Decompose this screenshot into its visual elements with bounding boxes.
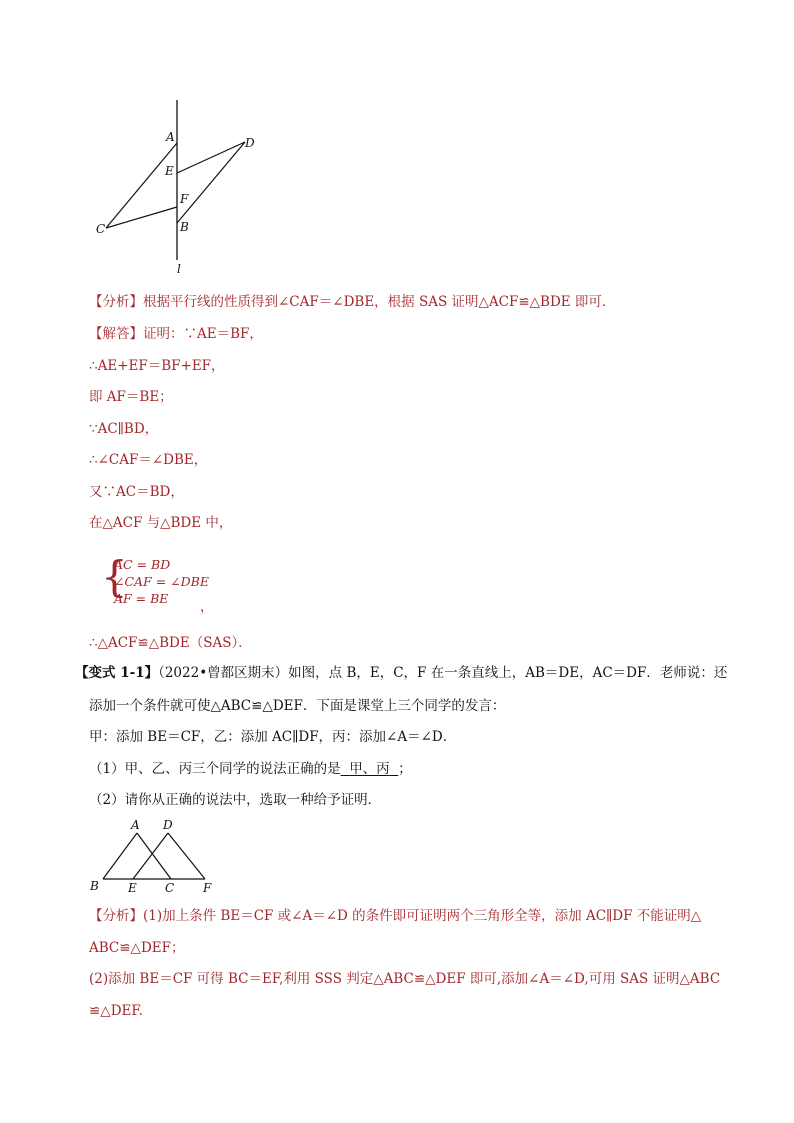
q1-prefix: （1）甲、乙、丙三个同学的说法正确的是 <box>89 761 341 777</box>
segment-DF <box>168 833 205 879</box>
solution-1-conclusion: ∴△ACF≌△BDE（SAS）． <box>89 635 252 651</box>
solution-line: 证明：∵AE＝BF， <box>143 326 263 342</box>
solution-tag: 【解答】 <box>89 326 143 342</box>
analysis-2-line-2: ABC≌△DEF； <box>89 940 185 956</box>
equation-row-3: AF = BE <box>114 591 169 606</box>
label-C: C <box>96 222 106 236</box>
analysis-2-line-3: (2)添加 BE＝CF 可得 BC＝EF,利用 SSS 判定△ABC≌△DEF 即可,添加∠A＝∠D,可用 SAS 证明△ABC <box>89 971 721 987</box>
solution-1-line-5: ∴∠CAF＝∠DBE， <box>89 452 208 468</box>
segment-DE <box>133 833 168 879</box>
variant-question-2: （2）请你从正确的说法中，选取一种给予证明． <box>89 792 382 808</box>
figure-parallel-lines <box>90 95 270 280</box>
segment-DB <box>177 142 245 223</box>
figure-triangles <box>85 812 225 897</box>
analysis-2-line-4: ≌△DEF. <box>89 1003 143 1019</box>
analysis-2-text: (1)加上条件 BE＝CF 或∠A＝∠D 的条件即可证明两个三角形全等，添加 AC∥DF 不能证明△ <box>143 908 702 924</box>
variant-question-1 <box>89 760 412 778</box>
equation-row-2: ∠CAF = ∠DBE <box>114 574 209 589</box>
analysis-1 <box>89 293 615 311</box>
variant-intro <box>75 664 727 682</box>
equation-comma: ， <box>200 599 214 615</box>
label-F: F <box>180 192 189 206</box>
label-E: E <box>128 881 137 895</box>
analysis-tag: 【分析】 <box>89 294 143 310</box>
equation-brace: { <box>101 552 128 601</box>
analysis-2-line-1 <box>89 907 701 925</box>
label-A: A <box>166 130 175 144</box>
variant-intro-text: （2022•曾都区期末）如图，点 B，E，C，F 在一条直线上，AB＝DE，AC＝DF．老师说：还 <box>158 665 728 681</box>
equation-row-1: AC = BD <box>114 557 171 572</box>
q1-answer <box>341 761 399 777</box>
label-B: B <box>180 220 189 234</box>
solution-1-line-2: ∴AE+EF＝BF+EF， <box>89 358 225 374</box>
label-l: l <box>177 262 181 276</box>
q1-suffix: ； <box>398 761 412 777</box>
solution-1-line-1 <box>89 325 263 343</box>
variant-tag: 【变式 1-1】 <box>75 665 159 681</box>
q1-answer-text: 甲、丙 <box>349 761 390 777</box>
variant-intro-2: 添加一个条件就可使△ABC≌△DEF．下面是课堂上三个同学的发言： <box>89 698 506 714</box>
variant-line-3: 甲：添加 BE＝CF，乙：添加 AC∥DF，丙：添加∠A＝∠D． <box>89 729 457 745</box>
solution-1-line-4: ∵AC∥BD， <box>89 421 159 437</box>
label-B: B <box>90 879 99 893</box>
segment-ED <box>177 142 245 173</box>
solution-1-line-3: 即 AF＝BE； <box>89 389 173 405</box>
solution-1-line-6: 又∵AC＝BD， <box>89 484 184 500</box>
label-A: A <box>131 818 140 832</box>
solution-1-line-7: 在△ACF 与△BDE 中， <box>89 515 233 531</box>
label-C: C <box>165 881 175 895</box>
analysis-text: 根据平行线的性质得到∠CAF＝∠DBE，根据 SAS 证明△ACF≌△BDE 即可． <box>143 294 616 310</box>
label-D: D <box>163 818 173 832</box>
label-E: E <box>165 164 174 178</box>
analysis-2-tag: 【分析】 <box>89 908 143 924</box>
label-F: F <box>203 881 212 895</box>
segment-AB <box>103 833 137 879</box>
segment-AC <box>106 143 177 228</box>
segment-CF <box>106 207 177 228</box>
segment-AC <box>137 833 171 879</box>
label-D: D <box>245 136 255 150</box>
